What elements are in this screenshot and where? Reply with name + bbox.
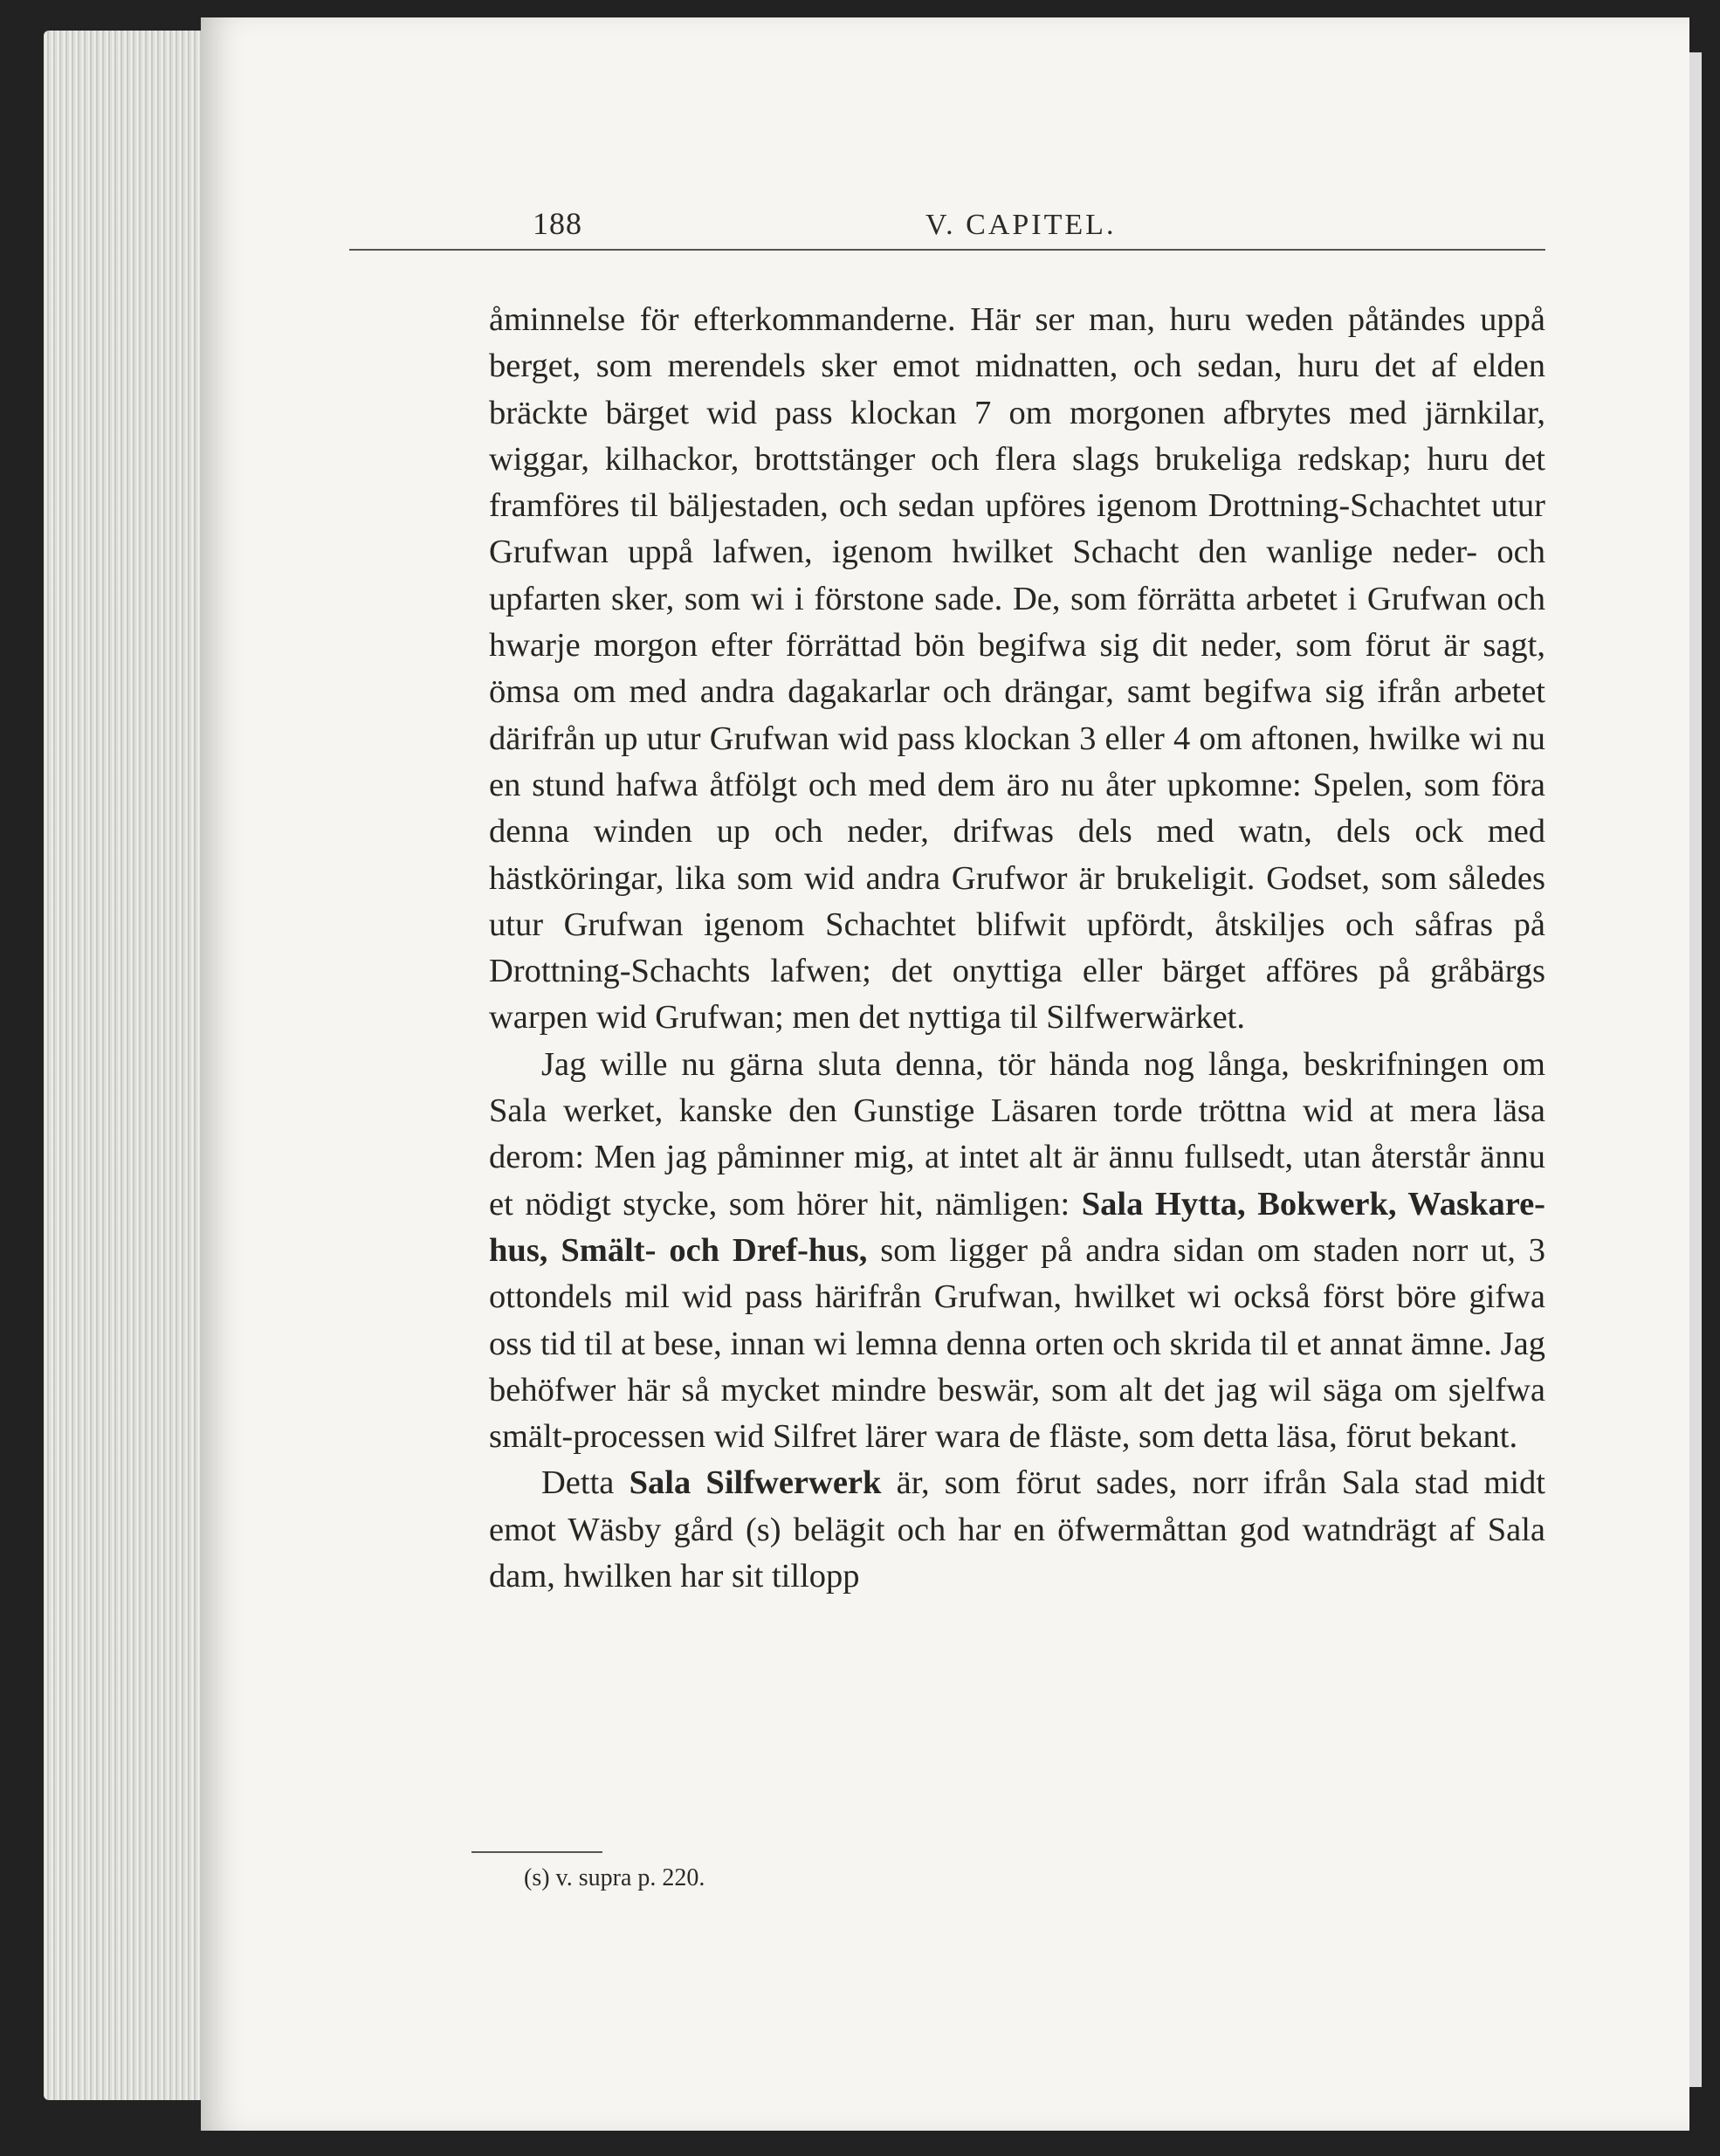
paragraph-2-text-b: som ligger på andra sidan om staden norr ut, 3 ottondels mil wid pass härifrån Grufwan, hwilket wi också först böre gifwa oss tid til at bese, innan wi lemna denna orten och skrida til et annat ämne. Jag behöfwer här så mycket mindre beswär, som alt det jag wil säga om sjelfwa smält-processen wid Silfret lärer wara de fläste, som detta läsa, förut bekant. xyxy=(489,1231,1545,1456)
paragraph-3-bold: Sala Silfwerwerk xyxy=(629,1464,882,1502)
paragraph-2 xyxy=(489,1042,1545,1461)
footnote: (s) v. supra p. 220. xyxy=(524,1864,705,1891)
page-header xyxy=(349,196,1545,251)
paragraph-3-text-a: Detta xyxy=(541,1464,630,1502)
paragraph-2-text-a: Jag wille nu gärna sluta denna, tör hända nog långa, beskrifningen om Sala werket, kanske den Gunstige Läsaren torde tröttna wid at mera läsa derom: Men jag påminner mig, at intet alt är ännu fullsedt, utan återstår ännu et nödigt stycke, som hörer hit, nämligen: xyxy=(489,1045,1545,1223)
body-text xyxy=(489,297,1545,1600)
page-number: 188 xyxy=(533,206,582,241)
chapter-title: V. CAPITEL. xyxy=(925,209,1117,241)
paragraph-1-text: åminnelse för efterkommanderne. Här ser man, huru weden påtändes uppå berget, som merendels sker emot midnatten, och sedan, huru det af elden bräckte bärget wid pass klockan 7 om morgonen afbrytes med järnkilar, wiggar, kilhackor, brottstänger och flera slags brukeliga redskap; huru det framföres til bäljestaden, och sedan upföres igenom Drottning-Schachtet utur Grufwan uppå lafwen, igenom hwilket Schacht den wanlige neder- och upfarten sker, som wi i förstone sade. De, som förrätta arbetet i Grufwan och hwarje morgon efter förrättad bön begifwa sig dit neder, som förut är sagt, ömsa om med andra dagakarlar och drängar, samt begifwa sig ifrån arbetet därifrån up utur Grufwan wid pass klockan 3 eller 4 om aftonen, hwilke wi nu en stund hafwa åtfölgt och med dem äro nu åter upkomne: Spelen, som föra denna winden up och neder, drifwas dels med watn, dels ock med hästköringar, lika som wid andra Grufwor är brukeligit. Godset, som således utur Grufwan igenom Schachtet blifwit upfördt, åtskiljes och såfras på Drottning-Schachts lafwen; det onyttiga eller bärget afföres på gråbärgs warpen wid Grufwan; men det nyttiga til Silfwerwärket. xyxy=(489,301,1545,1037)
paragraph-3 xyxy=(489,1460,1545,1600)
footnote-rule xyxy=(471,1851,602,1853)
paragraph-1 xyxy=(489,297,1545,1042)
paragraph-3-text-b: är, som förut sades, norr ifrån Sala stad midt emot Wäsby gård (s) belägit och har en öfwermåttan god watndrägt af Sala dam, hwilken har sit tillopp xyxy=(489,1464,1545,1595)
right-page-edge xyxy=(1689,52,1702,2087)
paragraph-2-bold: Sala Hytta, Bokwerk, Waskare-hus, Smält- och Dref-hus, xyxy=(489,1185,1545,1269)
